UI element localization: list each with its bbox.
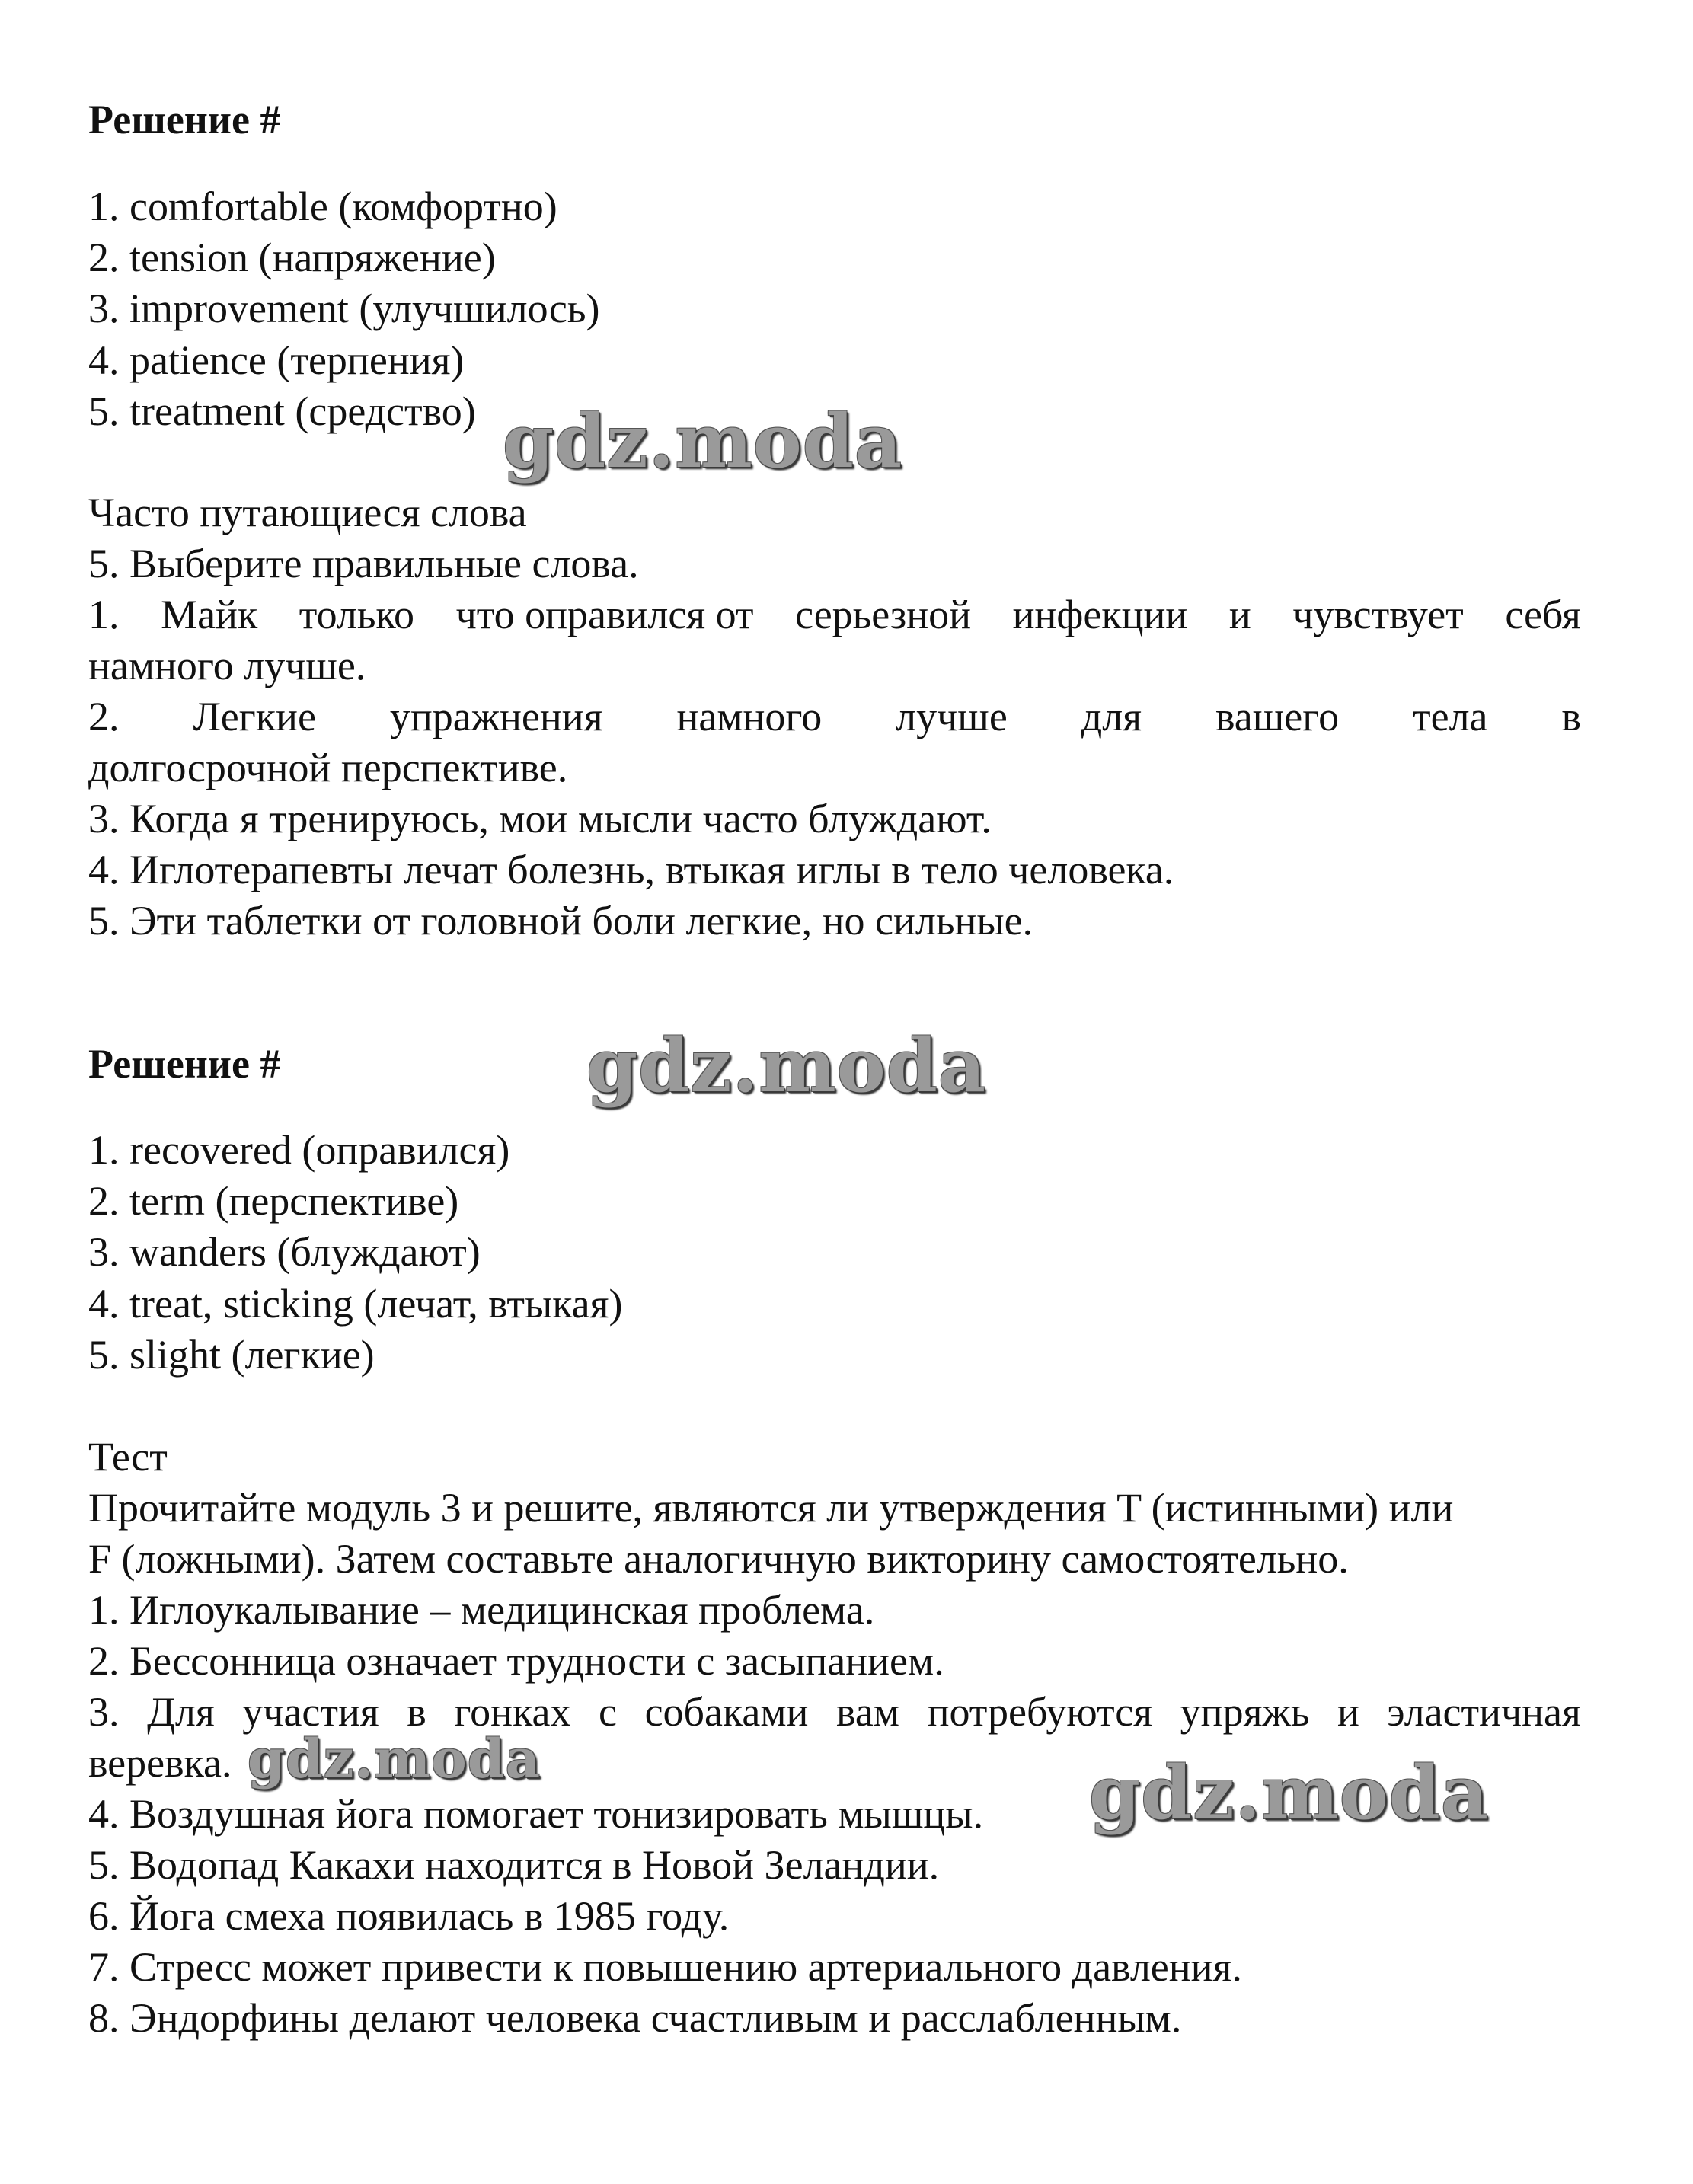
word: гонках [454,1689,571,1735]
answer-item: 1. comfortable (комфортно) [88,184,557,229]
answer-item: 3. improvement (улучшилось) [88,286,600,331]
sentence-1-line-1 [88,589,1581,640]
word: в [1561,694,1581,739]
word: упражнения [389,694,603,739]
word: что оправился от [455,592,754,637]
word: 1. [88,592,120,637]
word: себя [1505,592,1581,637]
word: в [407,1689,426,1735]
word: серьезной [795,592,972,637]
word: для [1081,694,1142,739]
test-question-3-line-2: веревка. [88,1740,232,1786]
watermark-logo: gdz.moda [586,1023,987,1109]
word: намного [676,694,823,739]
answer-item: 2. term (перспективе) [88,1178,459,1224]
sentence-2-line-2: долгосрочной перспективе. [88,745,568,790]
solution-heading-2: Решение # [88,1041,281,1087]
word: 3. [88,1689,120,1735]
word: тела [1413,694,1488,739]
sentence-3: 3. Когда я тренируюсь, мои мысли часто блуждают. [88,796,992,841]
test-intro-line-1: Прочитайте модуль 3 и решите, являются ли утверждения T (истинными) или [88,1485,1454,1531]
watermark-logo: gdz.moda [1089,1750,1490,1836]
watermark-logo: gdz.moda [248,1727,541,1790]
word: вашего [1215,694,1340,739]
test-question-4: 4. Воздушная йога помогает тонизировать мышцы. [88,1791,984,1837]
word: потребуются [927,1689,1153,1735]
test-question-2: 2. Бессонница означает трудности с засыпанием. [88,1638,944,1684]
word: и [1228,592,1251,637]
answer-item: 1. recovered (оправился) [88,1127,510,1173]
test-question-7: 7. Стресс может привести к повышению артериального давления. [88,1944,1242,1990]
word: чувствует [1292,592,1464,637]
word: вам [836,1689,899,1735]
word: Майк [161,592,258,637]
word: только [299,592,414,637]
watermark-logo: gdz.moda [503,398,903,484]
sentence-1-line-2: намного лучше. [88,643,366,688]
answer-item: 3. wanders (блуждают) [88,1229,481,1275]
word: эластичная [1387,1689,1581,1735]
word: участия [242,1689,379,1735]
word: лучше [896,694,1008,739]
word: и [1337,1689,1359,1735]
sentence-5: 5. Эти таблетки от головной боли легкие, но сильные. [88,898,1033,944]
test-question-5: 5. Водопад Какахи находится в Новой Зеландии. [88,1842,940,1888]
answer-item: 5. treatment (средство) [88,388,476,434]
answer-item: 4. treat, sticking (лечат, втыкая) [88,1281,623,1327]
word: инфекции [1012,592,1188,637]
section-title-test: Тест [88,1434,168,1480]
answer-item: 4. patience (терпения) [88,337,465,383]
test-question-8: 8. Эндорфины делают человека счастливым и расслабленным. [88,1995,1182,2041]
word: собаками [644,1689,809,1735]
sentence-4: 4. Иглотерапевты лечат болезнь, втыкая иглы в тело человека. [88,847,1174,892]
test-question-1: 1. Иглоукалывание – медицинская проблема. [88,1587,875,1633]
word: с [599,1689,618,1735]
word: 2. [88,694,120,739]
sentence-2-line-1 [88,691,1581,742]
section-title-confusing-words: Часто путающиеся слова [88,490,527,535]
word: Для [147,1689,215,1735]
test-question-6: 6. Йога смеха появилась в 1985 году. [88,1893,730,1939]
task-instruction: 5. Выберите правильные слова. [88,541,639,586]
solution-heading-1: Решение # [88,97,281,142]
answer-item: 5. slight (легкие) [88,1332,375,1378]
word: Легкие [193,694,316,739]
word: упряжь [1180,1689,1310,1735]
answer-item: 2. tension (напряжение) [88,235,496,280]
test-intro-line-2: F (ложными). Затем составьте аналогичную викторину самостоятельно. [88,1536,1349,1582]
